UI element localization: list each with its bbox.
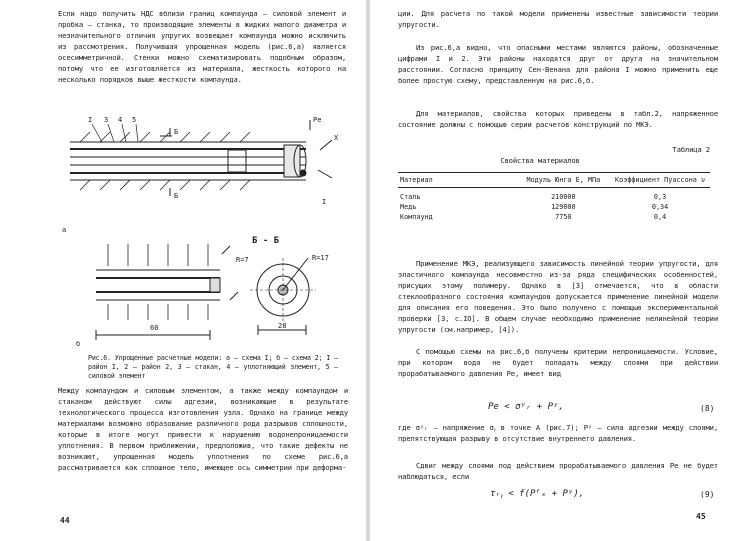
right-paragraph-5: С помощью схемы на рис.6,б получены критерии непроницаемости. Условие, при котором вода не будет попадать между слоями при действии прорабатываемого давления Pe, имеет вид: [398, 347, 718, 378]
table-title: Свойства материалов: [500, 156, 580, 165]
equation-number-8: (8): [700, 404, 715, 413]
dim-60: 60: [150, 324, 159, 332]
formula-8: Pe < σʸᵣ + Pʸ,: [488, 402, 564, 412]
table-label: Таблица 2: [672, 145, 710, 154]
figure-6b: [0, 0, 368, 350]
leader-label-5: 5: [132, 116, 137, 124]
table-cell: 0,34: [651, 203, 669, 211]
left-page: [0, 0, 368, 541]
figure-caption: Рис.6. Упрощенные расчетные модели: а – схема I; б – схема 2; I – район I, 2 – район 2, 3 – стакан, 4 – уплотняющий элемент, 5 – силовой элемент: [88, 354, 338, 380]
table-cell: 0,4: [653, 213, 667, 221]
page-number-left: 44: [60, 516, 70, 525]
section-mark-b-bottom: Б: [174, 192, 179, 200]
right-paragraph-6: где σʸᵣ – напряжение σᵧ в точке A (рис.7); Pʸ – сила адгезии между слоями, препятствующая разрыву в отсутствие внутреннего давления.: [398, 423, 718, 443]
label-b: б: [76, 340, 81, 348]
label-r17: R=17: [312, 254, 329, 262]
table-row: [398, 202, 710, 212]
table-row: [398, 212, 710, 226]
table-header-material: Материал: [398, 173, 517, 188]
label-a: а: [62, 226, 67, 234]
leader-label-4: 4: [118, 116, 123, 124]
table-cell: 7750: [555, 213, 572, 221]
right-paragraph-3: Для материалов, свойства которых приведены в табл.2, напряженное состояние должны с помощью серии расчетов конструкций по МКЭ.: [398, 109, 718, 129]
table-header-row: [398, 173, 710, 188]
leader-label-3: 3: [104, 116, 109, 124]
equation-number-9: (9): [700, 490, 715, 499]
page-number-right: 45: [696, 512, 706, 521]
materials-table: [398, 172, 710, 226]
left-body-paragraph: Между компаундом и силовым элементом, а также между компаундом и стаканом действуют силы адгезии, возникающие в результате технологического процесса изготовления узла. Однако на границе между материалами возможно образование различного рода разрывов сплошности, которые в итоге могут привести к нарушению водонепроницаемости уплотнения. В первом приближении, предположив, что такие дефекты не возникают, упрощенная модель уплотнения по схеме рис.6,а рассматривается как сплошное тело, имеющее ось симметрии при деформа-: [58, 386, 348, 472]
table-cell: Медь: [400, 203, 417, 211]
table-cell: 129000: [551, 203, 576, 211]
table-cell: 210000: [551, 193, 576, 201]
right-paragraph-4: Применение МКЭ, реализующего зависимость линейной теории упругости, для эластичного компаунда несовместно из-за ряда специфических особенностей, присущих этому полимеру. Однако в [3] отмечается, что в области стеклообразного состояния компаундов допускается применение линейной модели для описания его поведения. Это было получено с помощью экспериментальной проверки [3, с.IO]. В общем случае необходимо применение нелинейной теории упругости (см.например, [4]).: [398, 259, 718, 334]
figure-6b-body: [96, 246, 238, 340]
right-intro-paragraph: ции. Для расчета по такой модели применены известные зависимости теории упругости.: [398, 9, 718, 29]
table-header-young: Модуль Юнга E, МПа: [517, 173, 611, 188]
section-title-bb: Б - Б: [252, 236, 280, 246]
label-pe: Pe: [313, 116, 322, 124]
table-cell: Сталь: [400, 193, 421, 201]
leader-label-2: I: [322, 198, 327, 206]
label-r7: R=7: [236, 256, 249, 264]
section-mark-b-top: Б: [174, 128, 179, 136]
right-paragraph-2: Из рис.6,а видно, что опасными местами являются районы, обозначенные цифрами I и 2. Эти районы находятся друг от друга на значительном расстоянии. Согласно принципу Сен-Венана для района I можно применить еще более простую схему, представленную на рис.6,б.: [398, 43, 718, 85]
right-paragraph-7: Сдвиг между слоями под действием прорабатываемого давления Pe не будет наблюдаться, если: [398, 461, 718, 481]
left-intro-paragraph: Если надо получить НДС вблизи границ компаунда – силовой элемент и пробка – станка, то производящие элементы в жидких малого диаметра и незначительного отличия упругих возвещает компаунда можно исключить из рассмотрения. Получившая упрощенная модель (рис.6,а) является осесимметричной. Стенки можно схематизировать подобным образом, потому что ее изготовляется из материала, жесткость которого на несколько порядков выше жесткости компаунда.: [58, 9, 346, 84]
right-page: [370, 0, 737, 541]
figure-6b-pressure-arrows: [108, 244, 208, 320]
table-row: [398, 188, 710, 203]
table-cell: 0,3: [653, 193, 667, 201]
leader-label-1: I: [88, 116, 93, 124]
label-x: X: [334, 134, 339, 142]
dim-28: 28: [278, 322, 287, 330]
table-cell: Компаунд: [400, 213, 433, 221]
table-header-poisson: Коэффициент Пуассона ν: [610, 173, 710, 188]
formula-9: τᵣᵧ < f(Pᶠₓ + Pʸ),: [490, 489, 585, 499]
